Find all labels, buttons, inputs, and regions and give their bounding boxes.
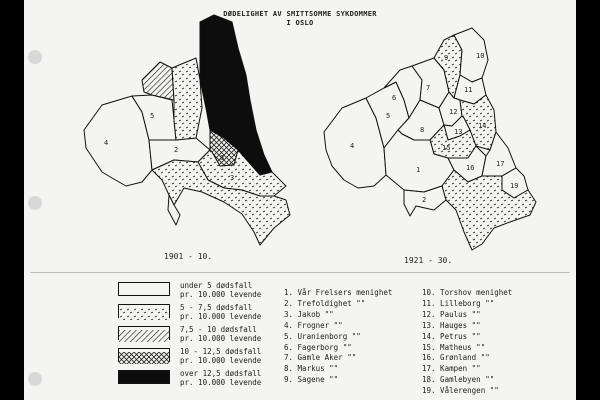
legend-text: pr. 10.000 levende: [180, 333, 262, 343]
punch-hole: [28, 196, 42, 210]
left-label-2: 2: [174, 146, 179, 154]
right-label-10: 10: [476, 52, 485, 60]
parish-list-2: [422, 288, 512, 397]
period-label-right: 1921 - 30.: [404, 256, 453, 265]
right-label-11: 11: [464, 86, 473, 94]
legend-text: pr. 10.000 levende: [180, 289, 262, 299]
right-label-1: 1: [416, 166, 421, 174]
right-label-16: 16: [466, 164, 475, 172]
punch-hole: [28, 372, 42, 386]
right-label-6: 6: [392, 94, 397, 102]
right-label-13: 13: [454, 128, 463, 136]
parish-item: 1. Vår Frelsers menighet: [284, 288, 393, 297]
period-label-left: 1901 - 10.: [164, 252, 213, 261]
left-district-central: [172, 58, 202, 140]
right-label-17: 17: [496, 160, 505, 168]
parish-item: 2. Trefoldighet "": [284, 298, 366, 308]
legend-swatch-black: [118, 370, 170, 384]
right-label-15: 15: [442, 144, 451, 152]
map-1921-1930: [324, 28, 536, 250]
left-label-8: 8: [220, 154, 225, 162]
legend-text: 7,5 - 10 dødsfall: [180, 325, 257, 334]
left-district-north: [142, 62, 174, 100]
parish-list-1: [284, 288, 392, 386]
parish-item: 5. Uranienborg "": [284, 331, 361, 341]
map-1901-1910: [84, 15, 290, 245]
parish-item: 3. Jakob "": [284, 309, 334, 319]
parish-item: 6. Fagerborg "": [284, 342, 352, 352]
legend-swatch-blank: [118, 282, 170, 296]
legend-swatch-diagonal: [118, 326, 170, 340]
right-label-9: 9: [444, 54, 449, 62]
parish-item: 11. Lilleborg "": [422, 298, 495, 308]
parish-item: 10. Torshov menighet: [422, 288, 513, 297]
legend-swatch-dots: [118, 304, 170, 318]
right-label-19: 19: [510, 182, 519, 190]
legend-text: pr. 10.000 levende: [180, 377, 262, 387]
legend-text: 5 - 7,5 dødsfall: [180, 303, 253, 312]
parish-item: 7. Gamle Aker "": [284, 353, 357, 363]
right-label-5: 5: [386, 112, 391, 120]
parish-item: 12. Paulus "": [422, 309, 481, 319]
parish-item: 17. Kampen "": [422, 364, 481, 374]
right-label-7: 7: [426, 84, 431, 92]
punch-hole: [28, 50, 42, 64]
left-label-4: 4: [104, 139, 109, 147]
right-label-4: 4: [350, 142, 355, 150]
title-line-2: I OSLO: [286, 19, 314, 27]
parish-item: 18. Gamlebyen "": [422, 375, 495, 385]
map-sheet: [24, 0, 576, 400]
parish-item: 16. Grønland "": [422, 353, 490, 363]
legend-text: pr. 10.000 levende: [180, 355, 262, 365]
legend-text: over 12,5 dødsfall: [180, 369, 262, 378]
parish-item: 14. Petrus "": [422, 331, 481, 341]
right-label-12: 12: [449, 108, 458, 116]
right-label-14: 14: [478, 122, 487, 130]
legend-text: pr. 10.000 levende: [180, 311, 262, 321]
left-label-3: 3: [230, 174, 235, 182]
parish-item: 4. Frogner "": [284, 320, 343, 330]
parish-item: 15. Matheus "": [422, 342, 486, 352]
left-label-5: 5: [150, 112, 155, 120]
section-divider: [30, 272, 570, 273]
parish-item: 13. Hauges "": [422, 320, 481, 330]
parish-item: 8. Markus "": [284, 364, 339, 374]
right-label-8: 8: [420, 126, 425, 134]
legend-swatch-crosshatch: [118, 348, 170, 362]
title-line-1: DØDELIGHET AV SMITTSOMME SYKDOMMER: [223, 10, 377, 18]
parish-item: 9. Sagene "": [284, 375, 339, 385]
right-label-2: 2: [422, 196, 427, 204]
legend-text: under 5 dødsfall: [180, 281, 253, 290]
legend-text: 10 - 12,5 dødsfall: [180, 347, 262, 356]
parish-item: 19. Vålerengen "": [422, 386, 499, 396]
